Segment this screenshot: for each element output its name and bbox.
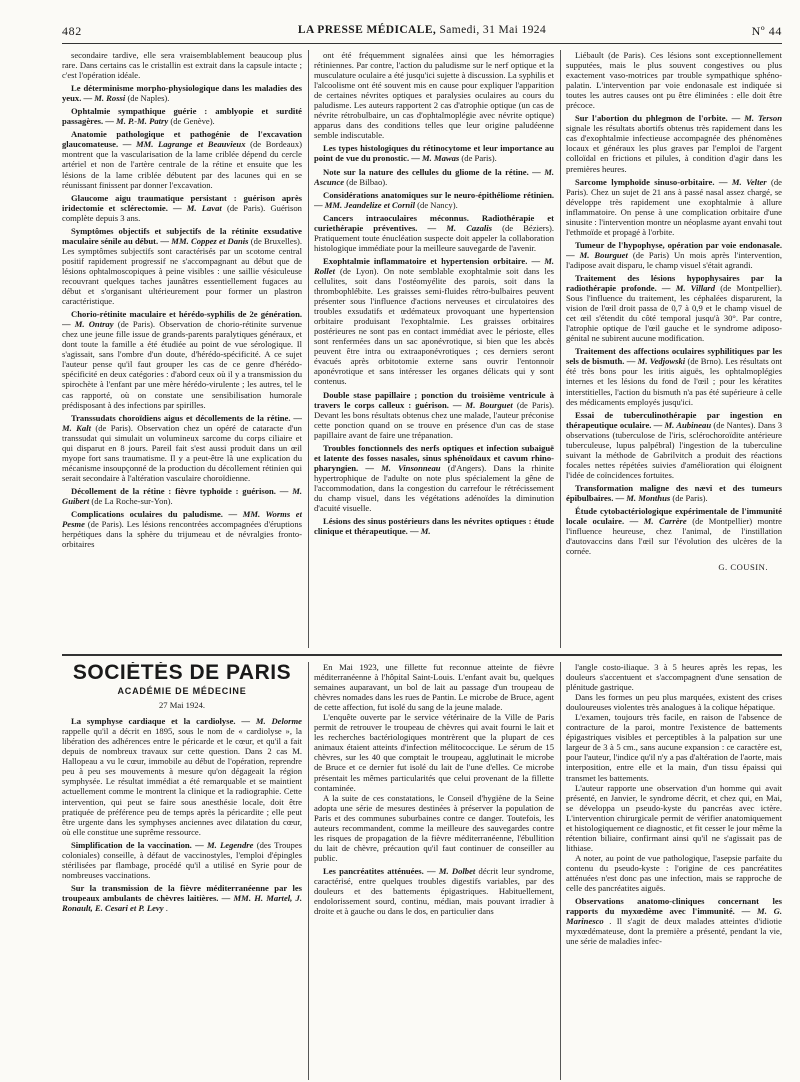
article-title: Cancers intraoculaires méconnus. Radiothérapie et curiethérapie préventives. —: [314, 212, 554, 233]
article-author: M. Aubineau: [664, 419, 712, 430]
article-author: M. Mawas: [422, 153, 460, 164]
article-author: M. Rollet: [314, 255, 554, 276]
article-entry: [566, 346, 782, 406]
article-body: (de Lyon). On note semblable exophtalmie soit dans les cellulites, soit dans l'ostéomyélite des parois, soit dans la thrombophlébite. Les graisses semi-fluides rétro-bulbaires peuvent présenter sous l'influence d'actions nerveuses et circulatoires des troubles exsudatifs et œdémateux provoquant une hypertension orbitaire produisant l'exophtalmie. Les graisses orbitaires postérieures ne sont pas en contact immédiat avec le périoste, elles sont renfermées dans un sac aponévrotique, si bien que les abcès peuvent être intra ou extraaponévrotiques ; ces derniers seront évacués après orbitotomie externe sans ouvrir l'entonnoir aponévrotique et sans intéresser les organes délicats qui y sont contenus.: [314, 265, 554, 387]
article-title: La symphyse cardiaque et la cardiolyse. —: [71, 716, 250, 727]
article-author: M. Terson: [744, 113, 782, 124]
article-entry: [62, 486, 302, 506]
article-body: (de Naples).: [127, 93, 170, 104]
academy-heading: ACADÉMIE DE MÉDECINE: [117, 686, 247, 697]
article-entry: [566, 896, 782, 946]
article-title: Glaucome aigu traumatique persistant : guérison après iridectomie et sclérectomie. —: [62, 192, 302, 213]
article-author: MM. Jeandelize et Cornil: [324, 199, 415, 210]
article-author: MM. Lagrange et Beauvieux: [135, 139, 246, 150]
section-heading: SOCIÉTÉS DE PARIS: [72, 662, 292, 684]
article-author: M. Carrère: [643, 516, 687, 527]
article-body: .: [165, 902, 168, 913]
article-author: MM. Coppez et Danis: [171, 235, 249, 246]
column-divider: [308, 50, 309, 648]
article-title: Sarcome lymphoïde sinuso-orbitaire. —: [575, 176, 728, 187]
section-rule: [62, 654, 782, 656]
article-body: (de Paris).: [461, 153, 497, 164]
article-author: M. Vedjowski: [637, 356, 686, 367]
article-title: Exophtalmie inflammatoire et hypertension orbitaire. —: [323, 255, 541, 266]
column-divider: [560, 662, 561, 1080]
article-title: Observations anatomo-cliniques concernant les rapports du myxœdème avec l'immunité. —: [566, 896, 782, 917]
journal-name: LA PRESSE MÉDICALE,: [297, 24, 437, 36]
article-title: Complications oculaires du paludisme. —: [71, 509, 238, 520]
article-entry: [62, 106, 302, 126]
article-title: Sur l'abortion du phlegmon de l'orbite. —: [575, 113, 741, 124]
article-title: Transformation maligne des nævi et des tumeurs épibulbaires. —: [566, 482, 782, 503]
article-author: M. Kalt: [62, 422, 91, 433]
article-entry: [314, 213, 554, 253]
article-title: Double stase papillaire ; ponction du troisième ventricule à travers le corps calleux : guérison. —: [314, 389, 554, 410]
article-entry: [566, 240, 782, 270]
article-body: (de Paris). Observation chez un opéré de cataracte d'un transsudat qui simulait un volumineux sarcome du corps ciliaire et qui disparut en 8 jours. Pareil fait s'est aussi produit dans un œil myope fort sans traumatisme. Il y a peut-être là une explication du mécanisme insoupçonné de la production du décollement rétinien qui serait secondaire à l'altération vasculaire choroïdienne.: [62, 422, 302, 483]
article-body: rappelle qu'il a décrit en 1895, sous le nom de « cardiolyse », la libération des adhérences entre le péricarde et le cœur, et qu'il a fait depuis de nombreux travaux sur cette question. Dans 2 cas M. Hallopeau a vu le cœur, immobile au début de l'opération, reprendre peu à peu ses mouvements à mesure qu'on dégageait la région symphysée. Le résultat immédiat a été remarquable et se maintient actuellement comme le montrent la clinique et la radiographie. Cette intervention, qui peut se faire sous anesthésie locale, doit être pratiquée de préférence peu de temps après la péricardite ; elle peut être urgente dans les symphyses anciennes avec dilatation du cœur, où elle constitue une suprême ressource.: [62, 726, 302, 837]
article-body: (de Béziers). Pratiquement toute énucléation suspecte doit appeler la collaboration histologique immédiate pour la meilleure sauvegarde de l'avenir.: [314, 222, 554, 253]
article-author: M. Villard: [675, 283, 716, 294]
article-title: Décollement de la rétine : fièvre typhoïde : guérison. —: [71, 485, 289, 496]
article-title: Essai de tuberculinothérapie par ingestion en thérapeutique oculaire. —: [566, 409, 782, 430]
article-entry: [566, 113, 782, 173]
article-author: M. Lavat: [186, 202, 222, 213]
article-entry: [314, 443, 554, 513]
article-body: (de Paris).: [672, 492, 708, 503]
article-body: . Il s'agit de deux malades atteintes d'idiotie myxœdémateuse, dont la première a présenté, pendant la vie, une série de maladies infec-: [566, 916, 782, 947]
article-title: Les pancréatites atténuées. —: [323, 865, 436, 876]
paragraph: Dans les formes un peu plus marquées, existent des crises douloureuses violentes très analogues à la colique hépatique.: [566, 692, 782, 713]
bottom-column-3: [566, 662, 782, 1080]
article-author: M. Dolbet: [438, 865, 476, 876]
page-number: 482: [62, 24, 82, 38]
article-title: Lésions des sinus postérieurs dans les névrites optiques : étude clinique et thérapeutique. —: [314, 516, 554, 537]
issue-number: Nº 44: [751, 24, 782, 38]
column-divider: [560, 50, 561, 648]
article-body: (des Troupes coloniales) conseille, à défaut de vaccinostyles, l'emploi d'épingles stérilisées par flambage, procédé qu'il a utilisé en Syrie pour de nombreuses vaccinations.: [62, 839, 302, 880]
article-entry: [566, 410, 782, 480]
article-author: M. Rossi: [94, 93, 126, 104]
article-body: (de Paris). Devant les bons résultats obtenus chez une malade, l'auteur préconise cette ponction quand on se trouve en présence d'un cas de stase papillaire avant de faire une trépanation.: [314, 399, 554, 440]
paragraph: En Mai 1923, une fillette fut reconnue atteinte de fièvre méditerranéenne à l'hôpital Saint-Louis. L'enfant avait bu, quelques semaines auparavant, un bol de lait au passage d'un troupeau de chèvres nomades dans les rues de Pantin. Le microbe de Bruce, agent de cette affection, fut isolé du sang de la jeune malade.: [314, 662, 554, 713]
journal-title: [62, 24, 782, 36]
article-body: (de Paris). Les lésions rencontrées accompagnées d'éruptions herpétiques dans la sphère du trijumeau et de névralgies fronto-orbitaires: [62, 519, 302, 550]
article-title: Ophtalmie sympathique guérie : amblyopie et surdité passagères. —: [62, 106, 302, 127]
paragraph: secondaire tardive, elle sera vraisemblablement beaucoup plus rare. Dans certains cas le cristallin est extrait dans la capsule intacte ; c'est l'opération idéale.: [62, 50, 302, 81]
article-author: M.: [420, 526, 431, 537]
column-divider: [308, 662, 309, 1080]
article-body: (de Paris) Un mois après l'intervention, l'adipose avait disparu, le champ visuel s'était agrandi.: [566, 249, 782, 270]
article-author: MM. H. Martel, J. Ronault, E. Cesari et P. Levy: [62, 892, 302, 913]
article-entry: [314, 190, 554, 210]
bottom-column-2: [314, 662, 554, 1080]
article-author: M. Bourguet: [579, 249, 628, 260]
article-title: Chorio-rétinite maculaire et hérédo-syphilis de 2e génération. —: [62, 309, 302, 330]
paragraph: L'examen, toujours très facile, en raison de l'absence de contracture de la paroi, montre l'existence de battements épigastriques visibles et perceptibles à la palpation sur une largeur de 3 à 5 cm., sans aucune expansion : ce caractère est, pour l'auteur, l'indice qu'il n'y a pas d'altération de l'aorte, mais interposition, entre elle et la main, d'un tissu épaissi qui transmet les battements.: [566, 712, 782, 783]
article-author: M. Ascunce: [314, 166, 554, 187]
column-body: [62, 716, 302, 913]
header-rule: [62, 43, 782, 44]
article-entry: [62, 193, 302, 223]
article-entry: [62, 226, 302, 306]
article-entry: [314, 866, 554, 916]
article-title: Troubles fonctionnels des nerfs optiques et infection subaiguë et latente des fosses nasales, sinus sphénoïdaux et cavum rhino-pharyngien. —: [314, 442, 554, 473]
article-title: Considérations anatomiques sur le neuro-épithéliome rétinien. —: [314, 189, 554, 210]
article-body: (de Paris). Guérison complète depuis 3 ans.: [62, 202, 302, 223]
paragraph: l'angle costo-iliaque. 3 à 5 heures après les repas, les douleurs s'accentuent et s'accompagnent d'une sensation de plénitude gastrique.: [566, 662, 782, 693]
article-title: Note sur la nature des cellules du gliome de la rétine. —: [323, 166, 541, 177]
article-body: (de Bruxelles). Les symptômes subjectifs sont caractérisés par un scotome central positif rapidement progressif ne s'accompagnant au début que de lésions ophtalmoscopiques à peine visibles : une saillie vésiculeuse recouvrant quelques taches jaunâtres essentiellement fugaces au début et s'organisant ultérieurement pour former un plastron caractéristique.: [62, 235, 302, 307]
article-author: M. Legendre: [206, 839, 254, 850]
article-body: (de La Roche-sur-Yon).: [91, 495, 173, 506]
paragraph: A la suite de ces constatations, le Conseil d'hygiène de la Seine adopta une série de mesures destinées à préserver la population de Paris et des communes suburbaines contre ce danger. Toutefois, les auteurs recommandent, comme la meilleure des sauvegardes contre les risques de propagation de la fièvre méditerranéenne, l'ébullition du lait de chèvre, précaution qu'il faut continuer de conseiller au public.: [314, 792, 554, 863]
article-entry: [314, 256, 554, 387]
paragraph: L'auteur rapporte une observation d'un homme qui avait présenté, en Janvier, le syndrome décrit, et chez qui, en Mai, se développa un pseudo-kyste du pancréas avec ictère. L'intervention chirurgicale permit de vérifier anatomiquement et histologiquement ce diagnostic, et fit cesser le jour même la rétention biliaire, confirmant ainsi qu'il ne s'agissait pas de lithiase.: [566, 782, 782, 853]
article-entry: [62, 413, 302, 483]
article-title: Les types histologiques du rétinocytome et leur importance au point de vue du pronostic. —: [314, 143, 554, 164]
article-title: Sur la transmission de la fièvre méditerranéenne par les troupeaux ambulants de chèvres laitières. —: [62, 882, 302, 903]
article-author: M. Guibert: [62, 485, 302, 506]
article-body: (de Montpellier) montre l'influence heureuse, chez l'animal, de l'instillation d'autovaccins dans l'œil sur l'évolution des ulcères de la cornée.: [566, 516, 782, 557]
article-body: signale les résultats abortifs obtenus très rapidement dans les cas d'exophtalmie infectieuse accompagnée des phénomènes locaux et généraux les plus graves par l'emploi de l'argent colloïdal en frictions et pilules, à condition d'agir dans les premières heures.: [566, 123, 782, 174]
article-author: MM. Worms et Pesme: [62, 509, 302, 530]
article-entry: [314, 516, 554, 536]
article-entry: [566, 273, 782, 343]
article-author: M. P.-M. Patry: [116, 116, 169, 127]
article-body: (de Nantes). Dans 3 observations (tuberculose de l'iris, sclérochoroïdite antérieure tuberculeuse, lupus palpébral) l'ingestion de la tuberculine suivant la méthode de Gabrilvitch a produit des réactions focales nettes répétées suivies d'amélioration qui éloignent l'idée de coïncidences fortuites.: [566, 419, 782, 480]
article-entry: [566, 483, 782, 503]
top-column-3: [566, 50, 782, 648]
article-author: M. Velter: [731, 176, 767, 187]
article-entry: [314, 143, 554, 163]
article-entry: [566, 506, 782, 556]
article-title: Le déterminisme morpho-physiologique dans les maladies des yeux. —: [62, 83, 302, 104]
bottom-column-1: [62, 662, 302, 1080]
article-entry: [566, 177, 782, 237]
article-entry: [62, 83, 302, 103]
article-body: (de Bordeaux) montrent que la vascularisation de la lame criblée dépend du cercle artériel et non de l'artère centrale de la rétine et ensuite que les lésions de la lame criblée débutent par des lacunes qui en se réunissant finissent par donner l'excavation.: [62, 139, 302, 190]
article-body: décrit leur syndrome, caractérisé, entre quelques troubles digestifs variables, par des douleurs et des battements épigastriques. Habituellement, endolorissement sourd, continu, médian, mais pouvant irradier à droite et à gauche ou dans le dos, en particulier dans: [314, 865, 554, 917]
top-column-2: [314, 50, 554, 648]
article-author: M. Monthus: [626, 492, 671, 503]
article-body: (de Montpellier). Sous l'influence du traitement, les céphalées disparurent, la vision de l'œil droit passa de 0,7 à 0,9 et le champ visuel de cet œil s'étendit du côté temporal jusqu'à 30°. Par contre, l'atrophie optique de l'œil gauche et le syndrome adiposo-génital ne subirent aucune modification.: [566, 283, 782, 344]
article-body: (de Bilbao).: [346, 176, 388, 187]
article-title: Étude cytobactériologique expérimentale de l'immunité locale oculaire. —: [566, 506, 782, 527]
paragraph: ont été fréquemment signalées ainsi que les hémorragies rétiniennes. Par contre, l'action du paludisme sur le nerf optique et la musculature oculaire a été jusqu'ici sujette à discussion. La syphilis et l'alcoolisme ont été souvent mis en cause pour expliquer l'apparition de certaines névrites optiques et paralysies oculaires au cours du paludisme. Les auteurs rapportent 2 cas d'atrophie optique (un cas de névrite rétrobulbaire, un cas d'ophtalmoplégie avec névrite optique) apparus dans des conditions telles que leur origine paludéenne semble indiscutable.: [314, 50, 554, 141]
article-title: Traitement des affections oculaires syphilitiques par les sels de bismuth. —: [566, 346, 782, 367]
article-title: Traitement des lésions hypophysaires par la radiothérapie profonde. —: [566, 272, 782, 294]
paragraph: L'enquête ouverte par le service vétérinaire de la Ville de Paris permit de retrouver le troupeau de chèvres qui avait fourni le lait et les recherches bactériologiques montrèrent que la plupart de ces animaux étaient atteints d'infection mélitococcique. Le sérum de 15 chèvres, sur les 40 que comptait le troupeau, agglutinait le microbe de Bruce et ce dernier fut isolé du lait de l'une d'elles. Ce microbe présentait les mêmes particularités que celui provenant de la fillette contaminée.: [314, 712, 554, 793]
article-entry: [62, 509, 302, 549]
article-author: M. Cazalis: [446, 222, 492, 233]
signature: G. COUSIN.: [718, 562, 768, 573]
article-author: M. G. Marinesco: [566, 906, 782, 927]
article-entry: [62, 716, 302, 837]
article-title: Tumeur de l'hypophyse, opération par voie endonasale. —: [566, 239, 782, 260]
article-entry: [62, 883, 302, 913]
article-body: (de Brno). Les résultats ont été très bons pour les iritis aiguës, les ophtalmoplégies internes et les lésions du fond de l'œil ; pour les kératites interstitielles, l'action du bismuth n'a pas été supérieure à celle des médicaments employés jusqu'ici.: [566, 356, 782, 407]
article-author: M. Vinsonneau: [381, 462, 441, 473]
article-entry: [62, 840, 302, 880]
article-body: (de Genève).: [170, 116, 215, 127]
article-entry: [314, 167, 554, 187]
article-author: M. Ontray: [74, 319, 114, 330]
article-title: Transsudats choroïdiens aigus et décollements de la rétine. —: [71, 412, 302, 423]
article-title: Anatomie pathologique et pathogénie de l'excavation glaucomateuse. —: [62, 129, 302, 150]
article-body: (de Nancy).: [417, 199, 458, 210]
page-header: [62, 20, 782, 42]
article-title: Symptômes objectifs et subjectifs de la rétinite exsudative maculaire sénile au début. —: [62, 225, 302, 246]
article-author: M. Bourguet: [465, 399, 513, 410]
article-entry: [62, 309, 302, 409]
top-column-1: [62, 50, 302, 648]
session-date: 27 Mai 1924.: [158, 700, 206, 711]
article-body: (de Paris). Chez un sujet de 21 ans à passé nasal assez chargé, se développe très rapidement une exophtalmie à allure inflammatoire. On pense à une complication orbitaire d'une sinusite : l'intervention montre un néoplasme ayant envahi tout l'ethmoïde et propagé à l'orbite.: [566, 176, 782, 237]
paragraph: Liébault (de Paris). Ces lésions sont exceptionnellement supputées, mais le plus souvent congestives ou plus exactement vaso-motrices par trouble sympathique sphéno-palatin. L'intervention par voie endonasale est indiquée si toutes les autres causes ont pu être éliminées : elle doit être précoce.: [566, 50, 782, 111]
article-body: (de Paris). Observation de chorio-rétinite survenue chez une jeune fille issue de grands-parents paralytiques généraux, et dont toute la famille a été étudiée au point de vue sérologique. Il s'agissait, sans l'ombre d'un doute, d'hérédo-spécificité. A ce sujet l'auteur pense qu'il faut grouper les cas de ce genre d'hérédo-spécificité en deux catégories : d'abord ceux où il y a transmission du spirochète à l'enfant par une mère hérédo-virulente ; les autres, tel le cas rapporté, où on constate une sensibilisation humorale prédisposant à des infections par spirilles.: [62, 319, 302, 410]
issue-date: Samedi, 31 Mai 1924: [439, 24, 547, 36]
article-title: Simplification de la vaccination. —: [71, 839, 204, 850]
article-entry: [62, 129, 302, 189]
article-entry: [314, 390, 554, 440]
article-body: (d'Angers). Dans la rhinite hypertrophique de l'adulte on note plus spécialement la gêne de l'accommodation, dans la congestion du carrefour le rétrécissement du champ visuel, dans les végétations adénoïdes la diminution d'acuité visuelle.: [314, 462, 554, 514]
article-author: M. Delorme: [255, 716, 302, 727]
paragraph: A noter, au point de vue pathologique, l'asepsie parfaite du contenu du pseudo-kyste : l'origine de ces pancréatites atténuées n'est donc pas une infection, mais se rapproche de celle des pancréatites aiguës.: [566, 852, 782, 894]
